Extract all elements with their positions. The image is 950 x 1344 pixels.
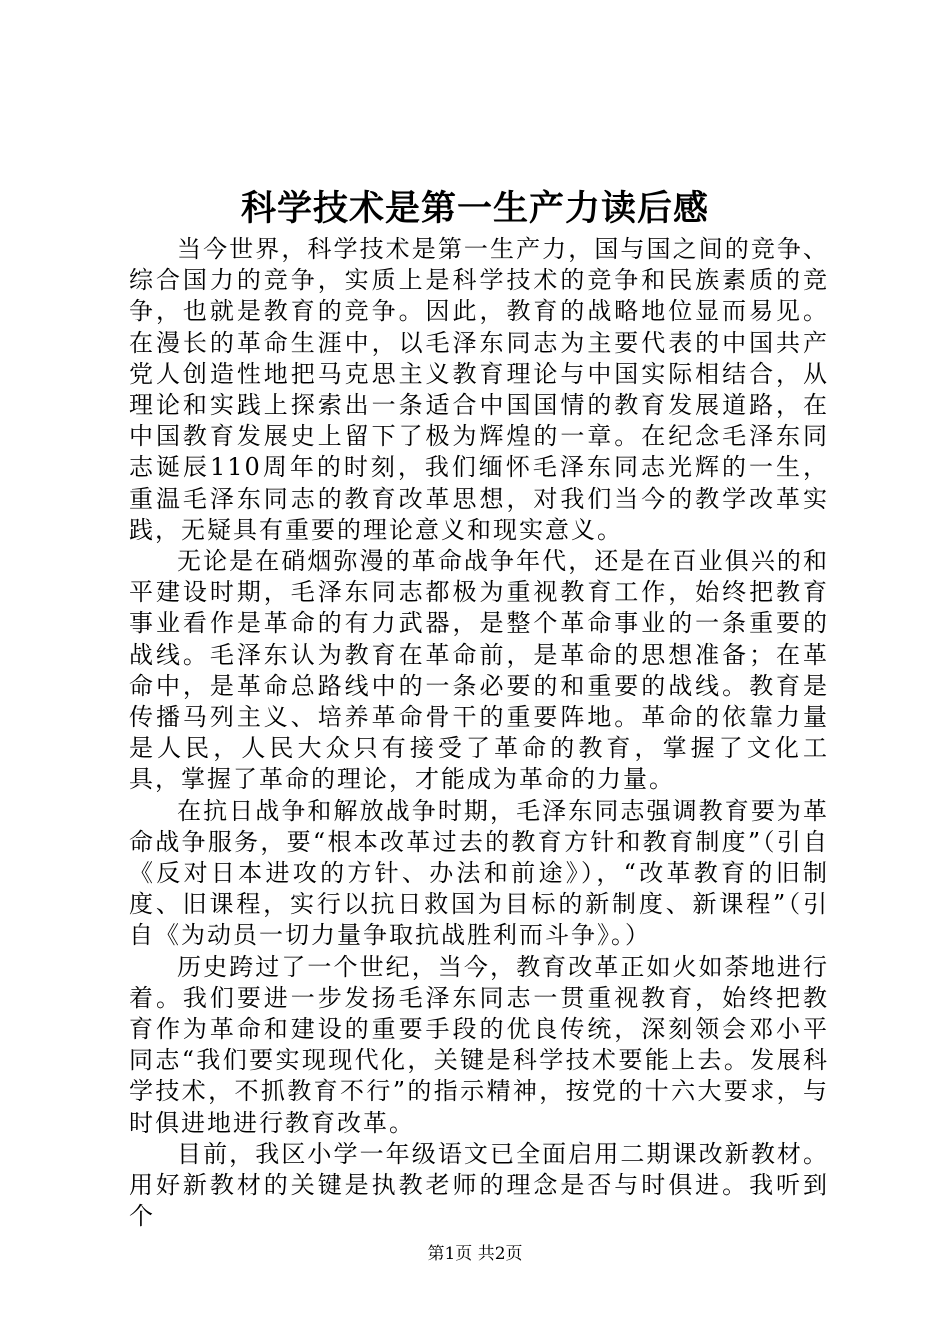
paragraph-1: 当今世界，科学技术是第一生产力，国与国之间的竞争、综合国力的竞争，实质上是科学技术的竞争和民族素质的竞争，也就是教育的竞争。因此，教育的战略地位显而易见。在漫长的革命生涯中，以毛泽东同志为主要代表的中国共产党人创造性地把马克思主义教育理论与中国实际相结合，从理论和实践上探索出一条适合中国国情的教育发展道路，在中国教育发展史上留下了极为辉煌的一章。在纪念毛泽东同志诞辰110周年的时刻，我们缅怀毛泽东同志光辉的一生，重温毛泽东同志的教育改革思想，对我们当今的教学改革实践，无疑具有重要的理论意义和现实意义。 xyxy=(129,235,829,544)
document-title: 科学技术是第一生产力读后感 xyxy=(240,188,709,229)
paragraph-2: 无论是在硝烟弥漫的革命战争年代，还是在百业俱兴的和平建设时期，毛泽东同志都极为重视教育工作，始终把教育事业看作是革命的有力武器，是整个革命事业的一条重要的战线。毛泽东认为教育在革命前，是革命的思想准备；在革命中，是革命总路线中的一条必要的和重要的战线。教育是传播马列主义、培养革命骨干的重要阵地。革命的依靠力量是人民，人民大众只有接受了革命的教育，掌握了文化工具，掌握了革命的理论，才能成为革命的力量。 xyxy=(129,547,829,794)
paragraph-5: 目前，我区小学一年级语文已全面启用二期课改新教材。用好新教材的关键是执教老师的理念是否与时俱进。我听到个 xyxy=(129,1139,829,1231)
paragraph-3: 在抗日战争和解放战争时期，毛泽东同志强调教育要为革命战争服务，要“根本改革过去的教育方针和教育制度”（引自《反对日本进攻的方针、办法和前途》），“改革教育的旧制度、旧课程，实行以抗日救国为目标的新制度、新课程”（引自《为动员一切力量争取抗战胜利而斗争》。） xyxy=(129,796,829,950)
paragraph-4: 历史跨过了一个世纪，当今，教育改革正如火如荼地进行着。我们要进一步发扬毛泽东同志一贯重视教育，始终把教育作为革命和建设的重要手段的优良传统，深刻领会邓小平同志“我们要实现现代化，关键是科学技术要能上去。发展科学技术，不抓教育不行”的指示精神，按党的十六大要求，与时俱进地进行教育改革。 xyxy=(129,952,829,1137)
page-footer: 第1页 共2页 xyxy=(427,1244,523,1264)
document-body xyxy=(129,234,829,1233)
